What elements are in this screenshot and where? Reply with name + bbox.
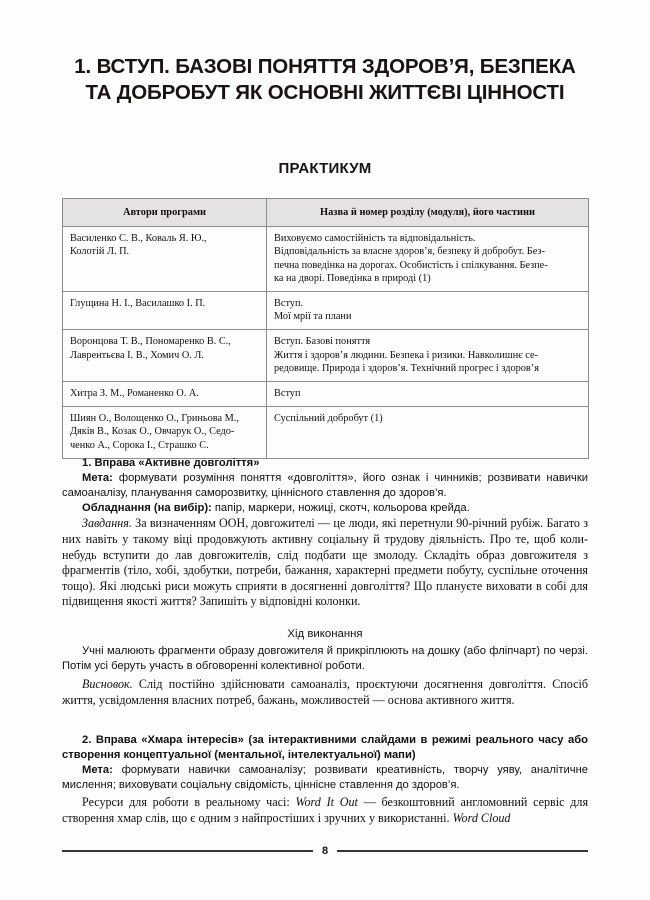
cell-text-line: редовище. Природа і здоров’я. Технічний прогрес і здоров’я — [274, 362, 539, 374]
cell-text-line: ченко А., Сорока І., Страшко С. — [70, 439, 209, 451]
cell-title — [267, 330, 589, 382]
table-row — [63, 407, 589, 459]
goal-text: формувати розуміння поняття «довголіття», його ознак і чинників; розвивати навички самоаналізу, планування саморозвитку, ціннісного ставлення до здоров’я. — [62, 472, 588, 500]
exercise-2-heading-line-1: 2. Вправа «Хмара інтересів» (за інтерактивними слайдами в режимі реального часу або — [82, 734, 588, 746]
resource-name-word-it-out: Word It Out — [295, 795, 358, 810]
cell-title — [267, 227, 589, 292]
column-header-title: Назва й номер розділу (модуля), його частини — [267, 199, 589, 227]
cell-title — [267, 292, 589, 330]
cell-text-line: Відповідальність за власне здоров’я, безпеку й добробут. Без- — [274, 246, 545, 258]
exercise-1-block — [62, 456, 588, 610]
page-number: 8 — [321, 845, 329, 857]
goal-label: Мета: — [82, 472, 113, 485]
table-header-row — [63, 199, 589, 227]
cell-authors — [63, 330, 267, 382]
cell-text-line: Воронцова Т. В., Пономаренко В. С., — [70, 336, 231, 348]
table-body — [63, 227, 589, 459]
equipment-label: Обладнання (на вибір): — [82, 502, 212, 515]
table-header — [63, 199, 589, 227]
exercise-1-heading-text: 1. Вправа «Активне довголіття» — [82, 457, 260, 469]
chapter-title-line-2: ТА ДОБРОБУТ ЯК ОСНОВНІ ЖИТТЄВІ ЦІННОСТІ — [85, 81, 565, 104]
exercise-1-heading — [62, 456, 588, 471]
exercise-2-heading — [62, 733, 588, 763]
chapter-title-line-1: 1. ВСТУП. БАЗОВІ ПОНЯТТЯ ЗДОРОВ’Я, БЕЗПЕКА — [74, 55, 576, 78]
goal-label: Мета: — [82, 764, 113, 777]
footer-rule-right — [337, 850, 588, 852]
cell-text-line: Колотій Л. П. — [70, 246, 130, 258]
program-table — [62, 198, 589, 459]
task-label: Завдання. — [82, 516, 132, 531]
cell-text-line: Глущина Н. І., Василашко І. П. — [70, 298, 206, 310]
resources-text-1: Ресурси для роботи в реальному часі: — [82, 795, 296, 810]
cell-title — [267, 382, 589, 407]
column-header-authors: Автори програми — [63, 199, 267, 227]
cell-text-line: Суспільний добробут (1) — [274, 413, 383, 425]
exercise-1-goal — [62, 471, 588, 501]
page-title — [0, 54, 650, 106]
procedure-heading: Хід виконання — [287, 628, 363, 640]
cell-text-line: Мої мрії та плани — [274, 311, 352, 323]
procedure-block — [62, 628, 588, 708]
cell-authors — [63, 407, 267, 459]
section-heading: ПРАКТИКУМ — [278, 160, 372, 177]
table-row — [63, 227, 589, 292]
cell-text-line: Дяків В., Козак О., Овчарук О., Седо- — [70, 426, 235, 438]
cell-text-line: Хитра З. М., Романенко О. А. — [70, 388, 199, 400]
goal-text: формувати навички самоаналізу; розвивати креативність, творчу уяву, аналітичне мислення; виховувати соціальну свідомість, ціннісне ставлення до здоров’я. — [62, 764, 588, 792]
cell-text-line: Лаврентьєва І. В., Хомич О. Л. — [70, 349, 204, 361]
cell-text-line: Вступ — [274, 388, 301, 400]
page-footer — [62, 845, 588, 857]
cell-text-line: Виховуємо самостійність та відповідальність. — [274, 233, 476, 245]
cell-text-line: Шиян О., Волощенко О., Гриньова М., — [70, 413, 239, 425]
cell-text-line: Василенко С. В., Коваль Я. Ю., — [70, 233, 207, 245]
exercise-1-conclusion — [62, 677, 588, 708]
cell-authors — [63, 292, 267, 330]
exercise-2-heading-line-2: створення концептуальної (ментальної, інтелектуальної) мапи) — [62, 749, 416, 762]
conclusion-label: Висновок. — [82, 677, 133, 692]
procedure-text: Учні малюють фрагменти образу довгожителя й прикріплюють на дошку (або фліпчарт) по черзі. Потім усі беруть участь в обговоренні колективної роботи. — [62, 645, 588, 673]
resource-name-word-cloud: Word Cloud — [452, 810, 511, 825]
task-text: За визначенням ООН, довгожителі — це люди, які перетнули 90-річний рубіж. Багато з них навіть у такому віці продовжують активну соціальну й трудову діяльність. Про те, щоб коли-небудь вступити до лав довгожителів, слід подбати ще змолоду. Складіть образ довгожителя з фрагментів (тіло, хобі, здобутки, потреби, бажання, характерні предмети побуту, суспільне оточення тощо). Які людські риси можуть сприяти в досягненні довголіття? Що плануєте виховати в собі для підвищення якості життя? Запишіть у відповідні колонки. — [62, 516, 588, 609]
cell-text-line: Життя і здоров’я людини. Безпека і ризики. Навколишнє се- — [274, 349, 538, 361]
cell-title — [267, 407, 589, 459]
resources-text-2: — безкоштовний англомовний сервіс для створення хмар слів, що є одним з найпростіших і зручних у використанні. — [62, 795, 589, 825]
exercise-2-resources — [62, 795, 588, 826]
cell-authors — [63, 382, 267, 407]
cell-text-line: Вступ. Базові поняття — [274, 336, 371, 348]
cell-authors — [63, 227, 267, 292]
exercise-2-goal — [62, 763, 588, 793]
table-row — [63, 292, 589, 330]
exercise-2-block — [62, 733, 588, 827]
footer-rule-left — [62, 850, 313, 852]
equipment-text: папір, маркери, ножиці, скотч, кольорова крейда. — [211, 502, 470, 515]
conclusion-text: Слід постійно здійснювати самоаналіз, проєктуючи досягнення довголіття. Спосіб життя, усвідомлення власних потреб, бажань, можливостей — основа активного життя. — [62, 677, 588, 707]
exercise-1-task — [62, 516, 588, 610]
table-row — [63, 330, 589, 382]
cell-text-line: печна поведінка на дорогах. Особистість і спілкування. Безпе- — [274, 259, 548, 271]
cell-text-line: Вступ. — [274, 298, 304, 310]
table-row — [63, 382, 589, 407]
cell-text-line: ка на дворі. Поведінка в природі (1) — [274, 272, 431, 284]
exercise-1-equipment — [62, 501, 588, 516]
